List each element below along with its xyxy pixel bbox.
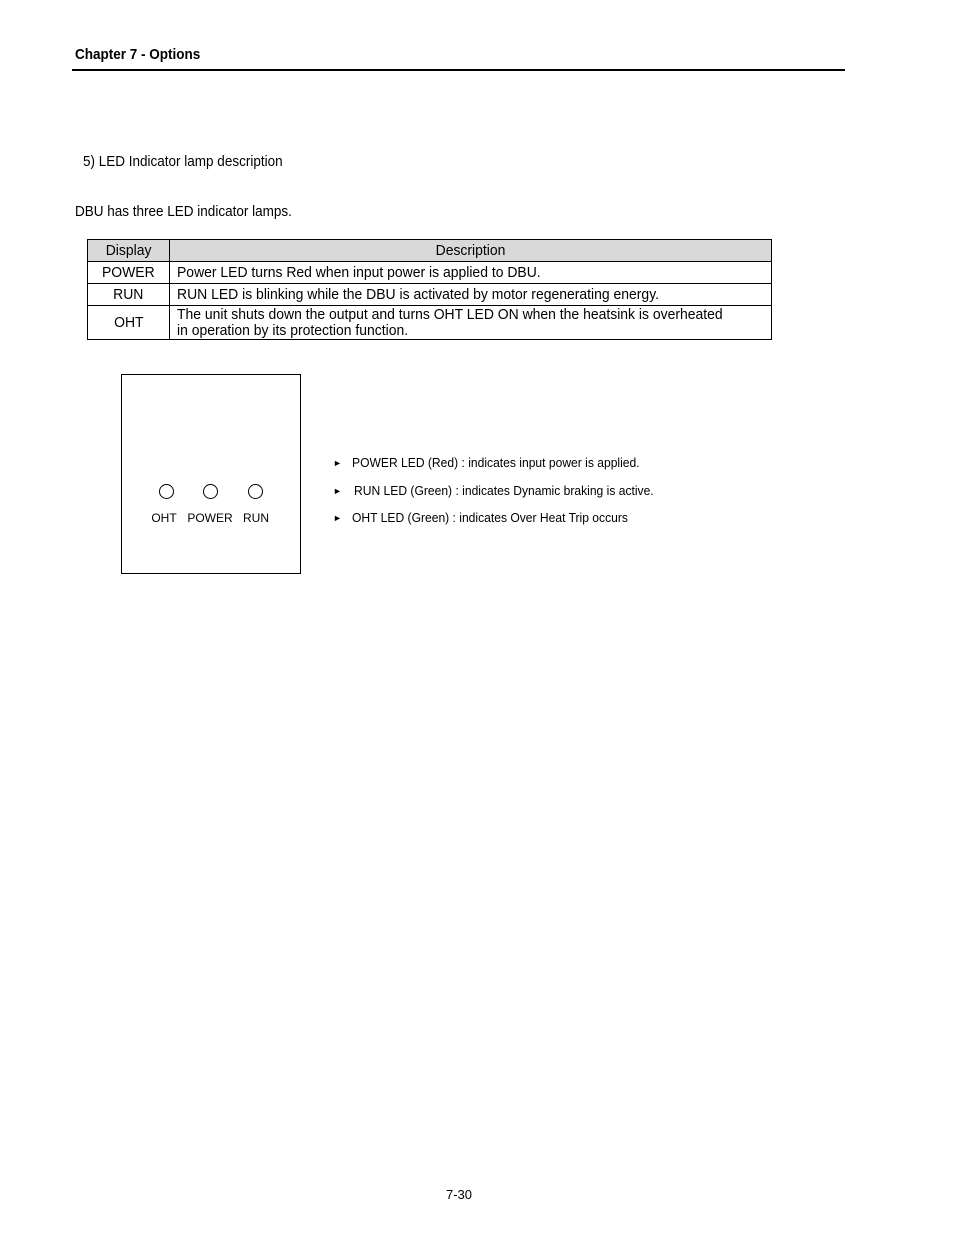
dbu-led-panel (121, 374, 301, 574)
header-rule (72, 69, 845, 71)
intro-text: DBU has three LED indicator lamps. (75, 203, 292, 220)
table-row (88, 284, 772, 306)
cell-description: The unit shuts down the output and turns OHT LED ON when the heatsink is overheated in operation by its protection function. (170, 306, 772, 340)
run-led-indicator (248, 484, 263, 499)
chapter-header: Chapter 7 - Options (75, 46, 201, 63)
bullet-arrow-icon: ► (333, 513, 342, 523)
list-item: ► OHT LED (Green) : indicates Over Heat Trip occurs (333, 510, 628, 525)
cell-description: RUN LED is blinking while the DBU is activated by motor regenerating energy. (170, 284, 772, 306)
table-row (88, 262, 772, 284)
cell-display: OHT (88, 306, 170, 340)
bullet-arrow-icon: ► (333, 458, 342, 468)
page-number: 7-30 (445, 1187, 473, 1202)
power-led-label: POWER (187, 511, 233, 525)
run-led-label: RUN (243, 511, 269, 525)
cell-display: POWER (88, 262, 170, 284)
bullet-arrow-icon: ► (333, 486, 342, 496)
cell-display: RUN (88, 284, 170, 306)
list-item: ► POWER LED (Red) : indicates input power is applied. (333, 455, 640, 470)
list-item: ► RUN LED (Green) : indicates Dynamic braking is active. (333, 483, 654, 498)
table-header-row (88, 240, 772, 262)
led-description-table (87, 239, 772, 340)
oht-led-label: OHT (151, 511, 177, 525)
cell-description: Power LED turns Red when input power is applied to DBU. (170, 262, 772, 284)
power-led-indicator (203, 484, 218, 499)
section-title: 5) LED Indicator lamp description (83, 153, 283, 170)
oht-led-indicator (159, 484, 174, 499)
table-row (88, 306, 772, 340)
column-header-description: Description (170, 240, 772, 262)
column-header-display: Display (88, 240, 170, 262)
